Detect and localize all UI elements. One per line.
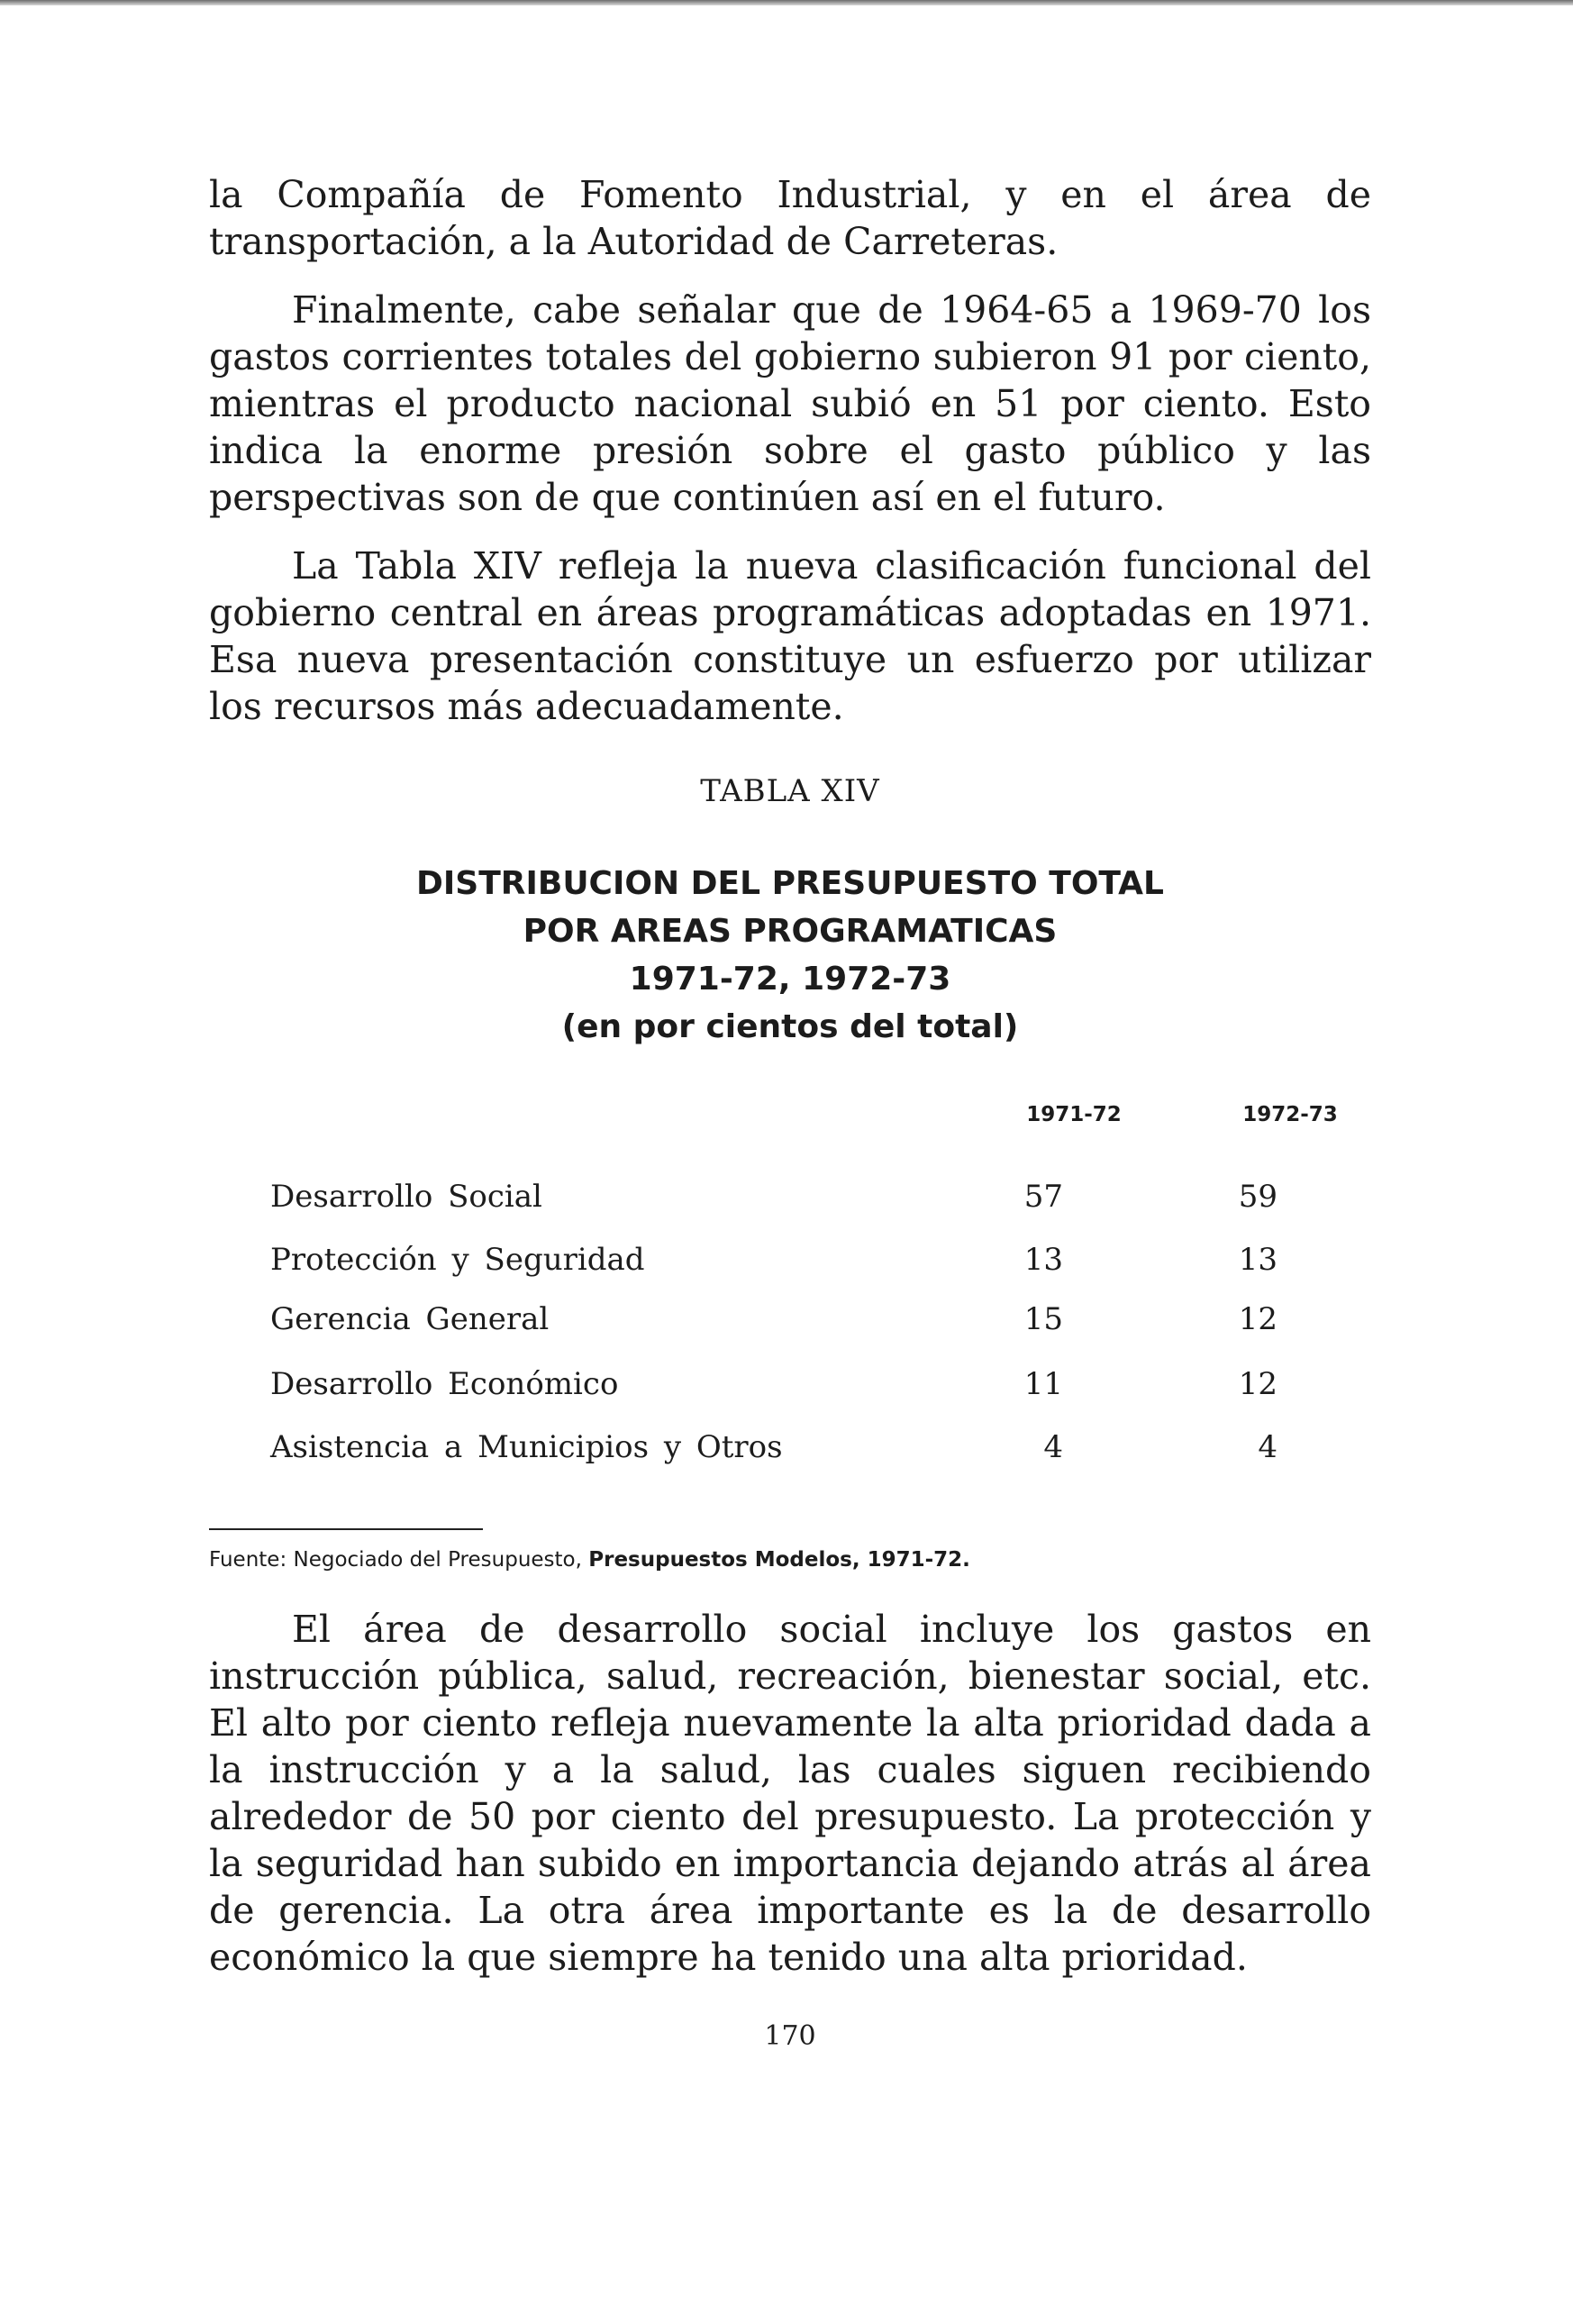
row-value-1971-72: 11: [1023, 1366, 1063, 1402]
row-label: Asistencia a Municipios y Otros: [270, 1429, 783, 1465]
column-header-1971-72: 1971-72: [1026, 1103, 1122, 1126]
row-value-1972-73: 13: [1238, 1242, 1277, 1278]
row-label: Gerencia General: [270, 1301, 550, 1337]
source-title: Presupuestos Modelos, 1971-72.: [588, 1548, 970, 1572]
table-source-note: [209, 1548, 1371, 1572]
row-label: Desarrollo Económico: [270, 1366, 619, 1402]
paragraph-1: la Compañía de Fomento Industrial, y en el área de transportación, a la Autoridad de Carreteras.: [209, 173, 1371, 263]
row-label: Desarrollo Social: [270, 1179, 542, 1215]
source-divider: [209, 1528, 483, 1530]
table-title-line-4: (en por cientos del total): [561, 1008, 1019, 1045]
table-row: [270, 1364, 1371, 1404]
row-value-1972-73: 59: [1238, 1179, 1277, 1215]
row-value-1971-72: 15: [1023, 1301, 1063, 1337]
row-label: Protección y Seguridad: [270, 1242, 645, 1278]
table-title: [209, 860, 1371, 1051]
table-title-line-3: 1971-72, 1972-73: [629, 961, 951, 998]
row-value-1972-73: 12: [1238, 1366, 1277, 1402]
row-value-1972-73: 12: [1238, 1301, 1277, 1337]
table-row: [270, 1299, 1371, 1339]
table-label: TABLA XIV: [700, 773, 880, 809]
table-title-line-2: POR AREAS PROGRAMATICAS: [523, 913, 1058, 950]
row-value-1972-73: 4: [1258, 1429, 1277, 1465]
paragraph-2: Finalmente, cabe señalar que de 1964-65 a 1969-70 los gastos corrientes totales del gobierno subieron 91 por ciento, mientras el producto nacional subió en 51 por ciento. Esto indica la enorme presión sobre el gasto público y las perspectivas son de que continúen así en el futuro.: [209, 288, 1371, 519]
table-row: [270, 1240, 1371, 1280]
table-row: [270, 1427, 1371, 1467]
table-row: [270, 1177, 1371, 1217]
source-text: Fuente: Negociado del Presupuesto,: [209, 1548, 582, 1572]
table-title-line-1: DISTRIBUCION DEL PRESUPUESTO TOTAL: [416, 865, 1164, 902]
row-value-1971-72: 13: [1023, 1242, 1063, 1278]
paragraph-4: El área de desarrollo social incluye los gastos en instrucción pública, salud, recreación, bienestar social, etc. El alto por ciento refleja nuevamente la alta prioridad dada a la instrucción y a la salud, las cuales siguen recibiendo alrededor de 50 por ciento del presupuesto. La protección y la seguridad han subido en importancia dejando atrás al área de gerencia. La otra área importante es la de desarrollo económico la que siempre ha tenido una alta prioridad.: [209, 1608, 1371, 1979]
document-page: [209, 0, 1371, 2324]
page-number: 170: [764, 2020, 816, 2052]
paragraph-3: La Tabla XIV refleja la nueva clasificación funcional del gobierno central en áreas programáticas adoptadas en 1971. Esa nueva presentación constituye un esfuerzo por utilizar los recursos más adecuadamente.: [209, 544, 1371, 728]
row-value-1971-72: 4: [1043, 1429, 1063, 1465]
column-header-1972-73: 1972-73: [1242, 1103, 1338, 1126]
row-value-1971-72: 57: [1023, 1179, 1063, 1215]
